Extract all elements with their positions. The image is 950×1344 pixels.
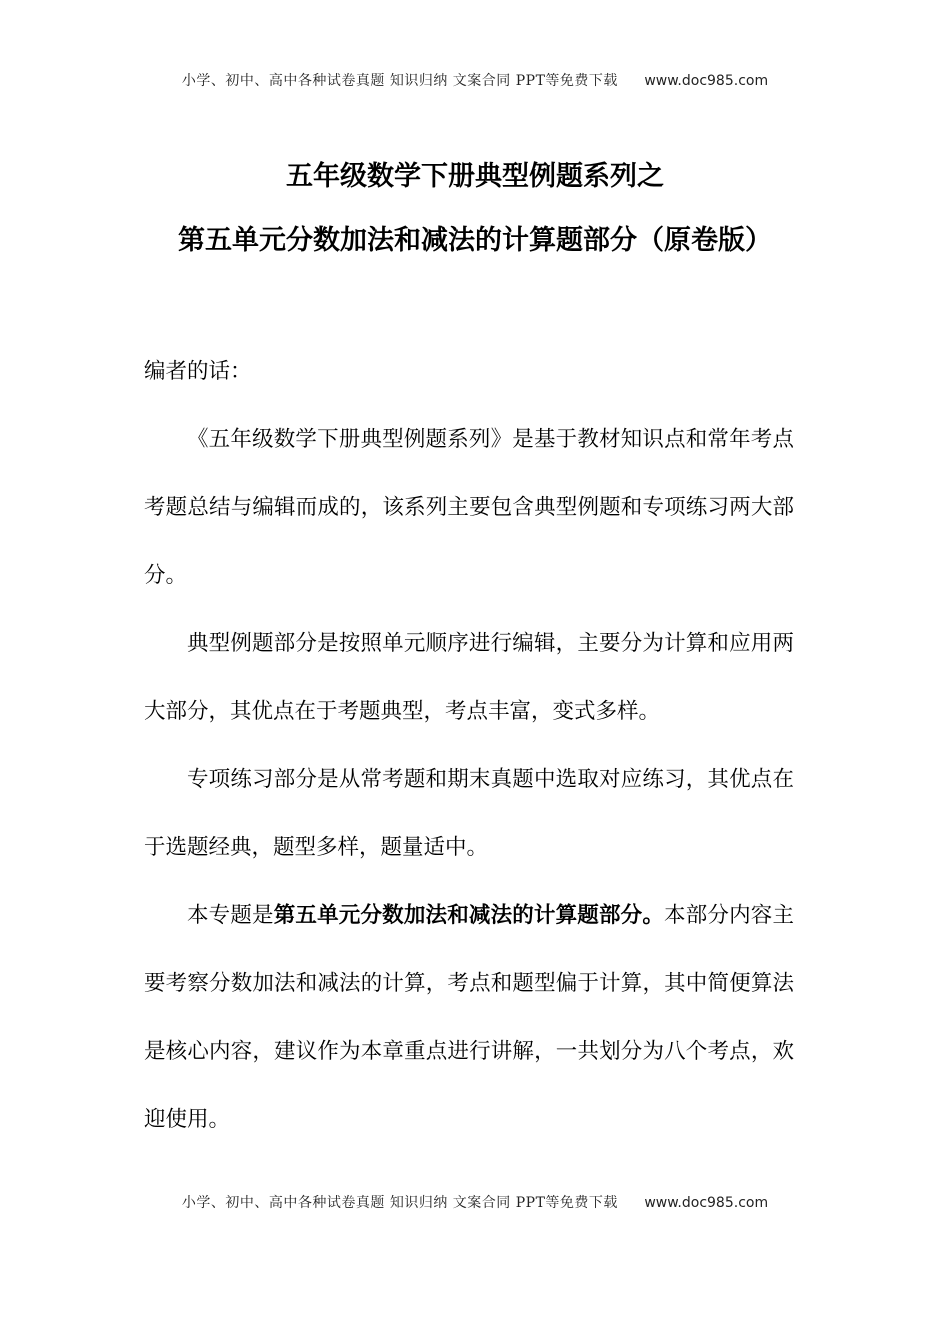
document-body <box>144 338 794 1154</box>
document-title-line-2: 第五单元分数加法和减法的计算题部分（原卷版） <box>178 225 772 256</box>
header-url[interactable]: www.doc985.com <box>644 73 769 89</box>
paragraph-practice: 专项练习部分是从常考题和期末真题中选取对应练习，其优点在于选题经典，题型多样，题量适中。 <box>144 767 794 860</box>
paragraph-series-intro: 《五年级数学下册典型例题系列》是基于教材知识点和常年考点考题总结与编辑而成的，该系列主要包含典型例题和专项练习两大部分。 <box>144 427 794 588</box>
page-footer <box>0 1192 950 1212</box>
footer-url[interactable]: www.doc985.com <box>644 1195 769 1211</box>
header-text: 小学、初中、高中各种试卷真题 知识归纳 文案合同 PPT等免费下载 <box>181 73 618 89</box>
paragraph-examples: 典型例题部分是按照单元顺序进行编辑，主要分为计算和应用两大部分，其优点在于考题典型，考点丰富，变式多样。 <box>144 631 794 724</box>
paragraph-topic <box>144 882 794 1154</box>
topic-title-bold: 第五单元分数加法和减法的计算题部分。 <box>273 903 665 928</box>
topic-description: 本部分内容主要考察分数加法和减法的计算，考点和题型偏于计算，其中简便算法是核心内容，建议作为本章重点进行讲解，一共划分为八个考点，欢迎使用。 <box>144 903 794 1132</box>
footer-text: 小学、初中、高中各种试卷真题 知识归纳 文案合同 PPT等免费下载 <box>181 1195 618 1211</box>
document-title-line-1: 五年级数学下册典型例题系列之 <box>286 161 664 192</box>
topic-prefix: 本专题是 <box>187 903 274 928</box>
intro-label: 编者的话： <box>144 359 252 384</box>
page-header <box>0 70 950 90</box>
